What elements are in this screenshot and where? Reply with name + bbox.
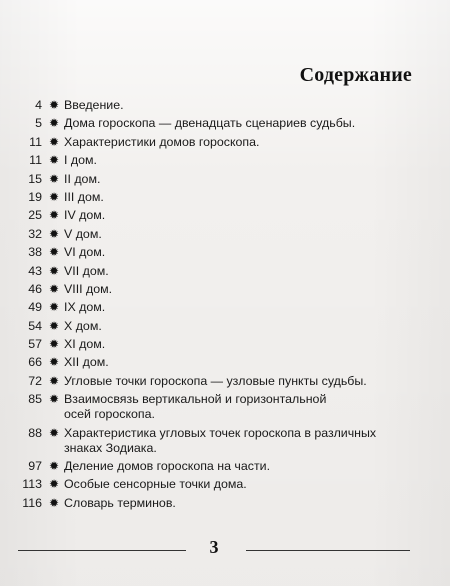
toc-entry-title xyxy=(64,300,423,315)
toc-entry-title-line: IX дом. xyxy=(64,300,106,315)
asterisk-bullet-icon: ✹ xyxy=(48,318,60,333)
toc-page-number: 113 xyxy=(22,477,42,492)
toc-entry xyxy=(18,227,423,242)
toc-page-number: 19 xyxy=(28,189,42,204)
toc-page-number: 15 xyxy=(28,171,42,186)
toc-page-number: 5 xyxy=(35,116,42,131)
toc-entry xyxy=(18,355,423,370)
toc-entry-title xyxy=(64,190,423,205)
toc-entry xyxy=(18,496,423,511)
asterisk-bullet-icon: ✹ xyxy=(48,355,60,370)
toc-entry xyxy=(18,459,423,474)
toc-entry-title-line: Словарь терминов. xyxy=(64,495,176,510)
toc-entry-title-line: Угловые точки гороскопа — узловые пункты судьбы. xyxy=(64,373,367,388)
toc-entry xyxy=(18,208,423,223)
toc-page-number: 11 xyxy=(29,134,42,149)
footer-rule-right xyxy=(246,550,410,551)
toc-entry xyxy=(18,426,423,456)
toc-entry-title xyxy=(64,319,423,334)
toc-entry-title xyxy=(64,477,423,492)
footer-rule-left xyxy=(18,550,186,551)
toc-page-number: 97 xyxy=(28,459,42,474)
page-footer xyxy=(0,535,450,565)
toc-entry xyxy=(18,264,423,279)
toc-entry xyxy=(18,98,423,113)
toc-entry-title xyxy=(64,98,423,113)
toc-entry xyxy=(18,337,423,352)
asterisk-bullet-icon: ✹ xyxy=(48,208,60,223)
asterisk-bullet-icon: ✹ xyxy=(48,459,60,474)
asterisk-bullet-icon: ✹ xyxy=(48,98,60,112)
asterisk-bullet-icon: ✹ xyxy=(48,300,60,315)
toc-entry xyxy=(18,116,423,131)
asterisk-bullet-icon: ✹ xyxy=(48,477,60,492)
toc-page-number: 54 xyxy=(28,318,42,333)
toc-entry-title-line: IV дом. xyxy=(64,208,106,223)
toc-entry xyxy=(18,190,423,205)
asterisk-bullet-icon: ✹ xyxy=(48,373,60,388)
toc-entry xyxy=(18,392,423,422)
toc-entry xyxy=(18,300,423,315)
asterisk-bullet-icon: ✹ xyxy=(48,263,60,278)
toc-page-number: 66 xyxy=(28,355,42,370)
page-title: Содержание xyxy=(299,64,412,86)
toc-entry-title-line: Дома гороскопа — двенадцать сценариев судьбы. xyxy=(64,116,356,131)
toc-entry-title-line: X дом. xyxy=(64,318,102,333)
toc-page-number: 57 xyxy=(28,337,42,352)
toc-page-number: 49 xyxy=(28,300,42,315)
toc-entry xyxy=(18,319,423,334)
asterisk-bullet-icon: ✹ xyxy=(48,226,60,241)
toc-entry-title xyxy=(64,172,423,187)
toc-entry-title-line: I дом. xyxy=(64,153,97,168)
toc-page-number: 72 xyxy=(28,373,42,388)
toc-entry-title-line: VII дом. xyxy=(64,263,109,278)
toc-entry-title-line: V дом. xyxy=(64,226,102,241)
toc-entry-title-line: Характеристики домов гороскопа. xyxy=(64,134,260,149)
toc-entry-title xyxy=(64,459,423,474)
asterisk-bullet-icon: ✹ xyxy=(48,116,60,131)
asterisk-bullet-icon: ✹ xyxy=(48,153,60,168)
toc-entry-title-line: XI дом. xyxy=(64,337,106,352)
toc-page-number: 25 xyxy=(28,208,42,223)
toc-entry-title xyxy=(64,264,423,279)
toc-entry-title-line: II дом. xyxy=(64,171,101,186)
toc-entry-title xyxy=(64,496,423,511)
toc-entry xyxy=(18,135,423,150)
toc-entry xyxy=(18,282,423,297)
toc-page-number: 4 xyxy=(35,98,42,112)
toc-page-number: 38 xyxy=(28,245,42,260)
toc-entry-title-line: знаках Зодиака. xyxy=(64,440,157,455)
toc-entry-title xyxy=(64,392,423,422)
toc-entry-title xyxy=(64,337,423,352)
toc-entry-title-line: Характеристика угловых точек гороскопа в различных xyxy=(64,425,377,440)
table-of-contents xyxy=(18,98,423,514)
toc-page-number: 116 xyxy=(22,495,42,510)
asterisk-bullet-icon: ✹ xyxy=(48,245,60,260)
toc-entry-title-line: Особые сенсорные точки дома. xyxy=(64,477,247,492)
toc-entry xyxy=(18,245,423,260)
page-number: 3 xyxy=(209,537,219,557)
toc-page-number: 88 xyxy=(28,425,42,440)
toc-entry-title-line: Взаимосвязь вертикальной и горизонтальной xyxy=(64,392,327,407)
toc-entry-title xyxy=(64,245,423,260)
toc-page-number: 11 xyxy=(29,153,42,168)
toc-entry-title xyxy=(64,116,423,131)
toc-page-number: 46 xyxy=(28,281,42,296)
toc-entry-title-line: VI дом. xyxy=(64,245,106,260)
toc-entry-title-line: Введение. xyxy=(64,98,124,112)
asterisk-bullet-icon: ✹ xyxy=(48,134,60,149)
asterisk-bullet-icon: ✹ xyxy=(48,281,60,296)
toc-entry-title-line: Деление домов гороскопа на части. xyxy=(64,459,271,474)
toc-entry xyxy=(18,374,423,389)
toc-entry-title xyxy=(64,135,423,150)
toc-entry xyxy=(18,153,423,168)
toc-entry-title-line: осей гороскопа. xyxy=(64,407,155,422)
toc-entry xyxy=(18,172,423,187)
asterisk-bullet-icon: ✹ xyxy=(48,337,60,352)
asterisk-bullet-icon: ✹ xyxy=(48,392,60,407)
toc-entry-title xyxy=(64,282,423,297)
toc-entry-title-line: XII дом. xyxy=(64,355,109,370)
toc-entry-title xyxy=(64,227,423,242)
toc-entry xyxy=(18,477,423,492)
toc-entry-title-line: III дом. xyxy=(64,189,104,204)
toc-entry-title xyxy=(64,426,423,456)
toc-entry-title-line: VIII дом. xyxy=(64,281,113,296)
toc-entry-title xyxy=(64,374,423,389)
toc-page-number: 32 xyxy=(28,226,42,241)
toc-entry-title xyxy=(64,153,423,168)
asterisk-bullet-icon: ✹ xyxy=(48,495,60,510)
asterisk-bullet-icon: ✹ xyxy=(48,425,60,440)
toc-entry-title xyxy=(64,355,423,370)
toc-entry-title xyxy=(64,208,423,223)
asterisk-bullet-icon: ✹ xyxy=(48,171,60,186)
toc-page-number: 43 xyxy=(28,263,42,278)
asterisk-bullet-icon: ✹ xyxy=(48,189,60,204)
toc-page-number: 85 xyxy=(28,392,42,407)
